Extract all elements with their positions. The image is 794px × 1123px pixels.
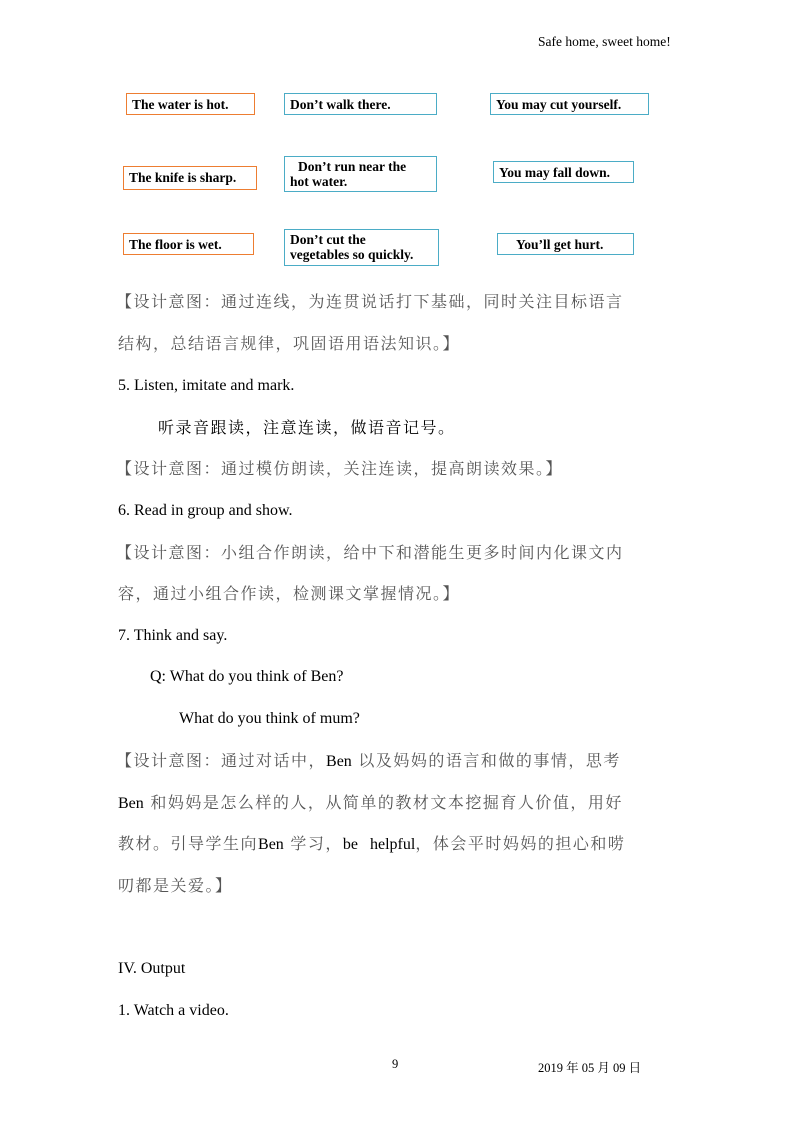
design-intent-4-line1 [116, 751, 621, 772]
design-intent-4-line3-c: 学习， [283, 834, 343, 853]
design-intent-1-line1: 【设计意图：通过连线，为连贯说话打下基础，同时关注目标语言 [116, 292, 624, 311]
design-intent-4-ben-1: Ben [326, 753, 352, 770]
design-intent-4-ben-3: Ben [258, 836, 284, 853]
page-number: 9 [392, 1057, 399, 1071]
design-intent-4-line3 [118, 834, 625, 855]
design-intent-1-line2: 结构，总结语言规律，巩固语用语法知识。】 [118, 334, 461, 353]
step-5-heading: 5. Listen, imitate and mark. [118, 377, 295, 394]
design-intent-4-line3-e: ，体会平时妈妈的担心和唠 [415, 834, 626, 853]
match-box-dont-run [284, 156, 437, 192]
design-intent-3-line1: 【设计意图：小组合作朗读，给中下和潜能生更多时间内化课文内 [116, 543, 624, 562]
output-step-1: 1. Watch a video. [118, 1002, 229, 1019]
design-intent-3-line2: 容，通过小组合作读，检测课文掌握情况。】 [118, 584, 461, 603]
design-intent-4-be-helpful: be helpful [342, 836, 416, 853]
design-intent-4-line1-a: 【设计意图：通过对话中， [116, 751, 327, 770]
design-intent-4-line3-a: 教材。引导学生向 [118, 834, 259, 853]
match-box-floor-wet: The floor is wet. [123, 233, 254, 255]
match-box-water-hot: The water is hot. [126, 93, 255, 115]
match-box-cut-yourself: You may cut yourself. [490, 93, 649, 115]
design-intent-4-line2-b: 和妈妈是怎么样的人，从简单的教材文本挖掘育人价值，用好 [143, 793, 623, 812]
match-box-dont-cut [284, 229, 439, 266]
step-6-heading: 6. Read in group and show. [118, 502, 293, 519]
step-7-heading: 7. Think and say. [118, 627, 228, 644]
step-5-chinese: 听录音跟读，注意连读，做语音记号。 [158, 418, 456, 437]
match-box-dont-run-line2: hot water. [290, 174, 348, 189]
match-box-get-hurt: You’ll get hurt. [497, 233, 634, 255]
design-intent-4-line2 [118, 793, 623, 814]
match-box-dont-cut-line2: vegetables so quickly. [290, 247, 414, 262]
design-intent-2: 【设计意图：通过模仿朗读，关注连读，提高朗读效果。】 [116, 459, 564, 478]
question-mum: What do you think of mum? [179, 710, 360, 727]
match-box-fall-down: You may fall down. [493, 161, 634, 183]
design-intent-4-line1-c: 以及妈妈的语言和做的事情，思考 [351, 751, 621, 770]
match-box-dont-walk: Don’t walk there. [284, 93, 437, 115]
footer-date: 2019 年 05 月 09 日 [538, 1061, 642, 1075]
header-title: Safe home, sweet home! [538, 34, 671, 49]
section-output-heading: IV. Output [118, 960, 186, 977]
match-box-dont-cut-line1: Don’t cut the [290, 232, 366, 247]
match-box-dont-run-line1: Don’t run near the [298, 159, 407, 174]
design-intent-4-line4: 叨都是关爱。】 [118, 876, 233, 895]
match-box-knife-sharp: The knife is sharp. [123, 166, 257, 190]
design-intent-4-ben-2: Ben [118, 795, 144, 812]
question-ben: Q: What do you think of Ben? [150, 668, 344, 685]
